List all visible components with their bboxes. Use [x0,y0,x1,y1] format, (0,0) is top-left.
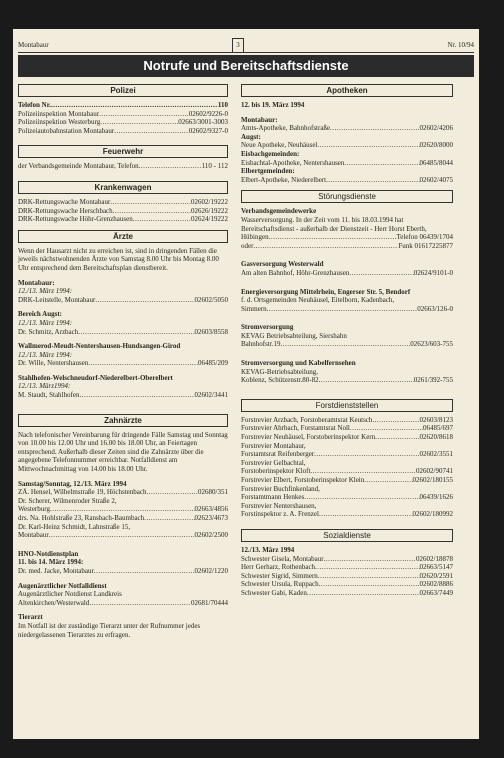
section-heading-feuerwehr: Feuerwehr [18,145,228,158]
zahnaerzte-date: Samstag/Sonntag, 12./13. März 1994 [18,479,127,488]
hno-date: 11. bis 14. März 1994: [18,558,84,567]
list-item: Hübingen ..... Telefon 06439/1704 [241,233,453,242]
aerzte-date: 12./13. März 1994: [18,287,73,296]
list-item: Dr. Wille, Nentershausen ..... 06485/209 [18,359,228,368]
page-title: Notrufe und Bereitschaftsdienste [18,55,474,77]
list-item: Dr. Scherer, Wilmenroder Straße 2, [18,496,117,505]
section-heading-stoerung: Störungsdienste [241,190,453,203]
list-item: Forstrevier Elbert, Forstoberinspektor Klein ..... 02602/180155 [241,476,453,485]
list-item: Schwester Gisela, Montabaur ..... 02602/18878 [241,555,453,564]
list-item: Forstrevier Neuhäusel, Forstoberinspektor Kern ..... 02620/8618 [241,433,453,442]
list-item: DRK-Rettungswache Herschbach ..... 02626/19222 [18,207,228,216]
list-item: Bahnhofstr.19 ..... 02623/603-755 [241,340,453,349]
list-item: DRK-Leitstelle, Montabaur ..... 02602/5050 [18,296,228,305]
stoerung-kabel-text: KEVAG-Betriebsabteilung, [241,367,319,376]
section-heading-polizei: Polizei [18,84,228,97]
header-rule [18,52,474,53]
stoerung-energ-text: f. d. Ortsgemeinden Neuhäusel, Eitelborn, Kadenbach, [241,296,395,305]
list-item: Forstrevier Gelbachtal, [241,458,306,467]
apotheken-area: Elbertgemeinden: [241,167,295,176]
list-item: Eisbachtal-Apotheke, Nentershausen ..... 06485/8044 [241,159,453,168]
header-town: Montabaur [18,41,49,49]
list-item: Schwester Sigrid, Simmern ..... 02620/2591 [241,572,453,581]
apotheken-date: 12. bis 19. März 1994 [241,101,305,109]
list-item: Koblenz, Schützenstr.80-82 ..... 0261/392-755 [241,376,453,385]
section-heading-sozial: Sozialdienste [241,529,453,542]
list-item: Schwester Ursula, Ruppach ..... 02602/8886 [241,580,453,589]
section-heading-krankenwagen: Krankenwagen [18,181,228,194]
apotheken-area: Augst: [241,132,261,141]
stoerung-strom-title: Stromversorgung [241,323,294,332]
list-item: DRK-Rettungswache Höhr-Grenzhausen ..... 02624/19222 [18,215,228,224]
aerzte-area: Wallmerod-Meudt-Nentershausen-Hundsangen-Girod [18,342,181,351]
list-item: drs. Na. Hohlstraße 23, Ransbach-Baumbach ..... 02623/4673 [18,514,228,523]
stoerung-kabel-title: Stromversorgung und Kabelfernsehen [241,359,356,368]
list-item: Elbert-Apotheke, Niederelbert ..... 02602/4075 [241,176,453,185]
aerzte-area: Montabaur: [18,278,55,287]
section-heading-forst: Forstdienststellen [241,399,453,412]
section-heading-apotheken: Apotheken [241,84,453,97]
list-item: Telefon Nr. ..... 110 [18,101,228,110]
list-item: Polizeiinspektion Westerburg ..... 02663/3001-3003 [18,118,228,127]
list-item: Dr. Karl-Heinz Schmidt, Lahnstraße 15, [18,522,131,531]
page-number: 3 [232,38,244,53]
stoerung-strom-text: KEVAG Betriebsabteilung, Siershahn [241,331,347,340]
list-item: Montabaur ..... 02602/2500 [18,531,228,540]
list-item: Simmern ..... 02663/126-0 [241,305,453,314]
augen-line: Augenärztlicher Notdienst Landkreis [18,590,122,599]
list-item: Forstamtmann Henkes ..... 06439/1626 [241,493,453,502]
list-item: oder ..... Funk 01617225877 [241,242,453,251]
tierarzt-heading: Tierarzt [18,613,43,622]
list-item: Forstrevier Ahrbach, Forstamtsrat Noll ..... 06485/697 [241,424,453,433]
list-item: Am alten Bahnhof, Höhr-Grenzhausen ..... 02624/9101-0 [241,269,453,278]
left-column [18,84,228,639]
list-item: Amts-Apotheke, Bahnhofstraße ..... 02602/4206 [241,124,453,133]
list-item: Forstrevier Montabaur, [241,441,306,450]
hno-heading: HNO-Notdienstplan [18,549,79,558]
aerzte-date: 12./13. März 1994: [18,350,73,359]
list-item: Forstinspektor z. A. Frenzel ..... 02602/180992 [241,510,453,519]
list-item: Dr. med. Jacke, Montabaur ..... 02602/1220 [18,567,228,576]
list-item: Neue Apotheke, Neuhäusel ..... 02620/8000 [241,141,453,150]
stoerung-ver-text: Wasserversorgung. In der Zeit vom 11. bis 18.03.1994 hat Bereitschaftsdienst - außerhalb der Dienstzeit - Herr Horst Eberth, [241,215,427,233]
zahnaerzte-intro: Nach telefonischer Vereinbarung für dringende Fälle Samstag und Sonntag von 10.00 bis 12.00 Uhr und 16.00 bis 18.00 Uhr, an Feiertagen entsprechend. Außerhalb dieser Zeiten sind die Zahnärzte über die angegebene Telefonnummer erreichbar. Notfalldienst am Mittwochnachmittag von 14.00 bis 18.00 Uhr. [18,430,228,474]
list-item: Altenkirchen/Westerwald ..... 02681/70444 [18,599,228,608]
sozial-date: 12./13. März 1994 [241,545,295,554]
aerzte-date: 12./13. März 1994: [18,318,73,327]
list-item: Forstrevier Buchfinkenland, [241,484,320,493]
apotheken-area: Montabaur: [241,115,278,124]
list-item: ZÄ. Hensel, Wilhelmstraße 19, Höchstenbach ..... 02680/351 [18,488,228,497]
page-header [18,38,474,52]
section-heading-aerzte: Ärzte [18,230,228,243]
list-item: DRK-Rettungswache Montabaur ..... 02602/19222 [18,198,228,207]
list-item: M. Staudt, Stahlhofen ..... 02602/3441 [18,391,228,400]
aerzte-area: Stahlhofen-Welschneudorf-Niederelbert-Oberelbert [18,373,173,382]
apotheken-area: Eisbachgemeinden: [241,149,300,158]
tierarzt-text: Im Notfall ist der zuständige Tierarzt unter der Rufnummer jedes niedergelassenen Tierarztes zu erfragen. [18,621,201,639]
aerzte-area: Bereich Augst: [18,310,63,319]
list-item: Forstoberinspektor Kloft ..... 02602/90741 [241,467,453,476]
aerzte-date: 12./13. März1994: [18,382,71,391]
list-item: Forstamtsrat Reifenberger ..... 02602/3551 [241,450,453,459]
list-item: Forstrevier Arzbach, Forstoberamtsrat Keutsch ..... 02603/8123 [241,416,453,425]
list-item: Dr. Schmitz, Arzbach ..... 02603/8558 [18,328,228,337]
list-item: Westerburg ..... 02663/4856 [18,505,228,514]
right-column [241,84,453,598]
stoerung-ver-title: Verbandsgemeindewerke [241,207,317,216]
list-item: Herr Gerharz, Rothenbach ..... 02663/5147 [241,563,453,572]
list-item: Schwester Gabi, Kaden ..... 02663/7449 [241,589,453,598]
newspaper-page [13,29,479,739]
section-heading-zahnaerzte: Zahnärzte [18,414,228,427]
issue-number: Nr. 10/94 [447,41,474,49]
list-item: der Verbandsgemeinde Montabaur, Telefon ..... 110 - 112 [18,162,228,171]
list-item: Polizeiinspektion Montabaur ..... 02602/9226-0 [18,110,228,119]
list-item: Polizeiautobahnstation Montabaur ..... 02602/9327-0 [18,127,228,136]
stoerung-energ-title: Energieversorgung Mittelrhein, Engerser Str. 5, Bendorf [241,287,411,296]
list-item: Forstrevier Nentershausen, [241,501,317,510]
stoerung-gas-title: Gasversorgung Westerwald [241,260,324,269]
aerzte-intro: Wenn der Hausarzt nicht zu erreichen ist, sind in dringenden Fällen die jeweils nächstwohnenden Ärzte von Samstag 8.00 Uhr bis Montag 8.00 Uhr entsprechend dem Bereitschaftsplan dienstbereit. [18,246,219,272]
augen-heading: Augenärztlicher Notfalldienst [18,581,107,590]
